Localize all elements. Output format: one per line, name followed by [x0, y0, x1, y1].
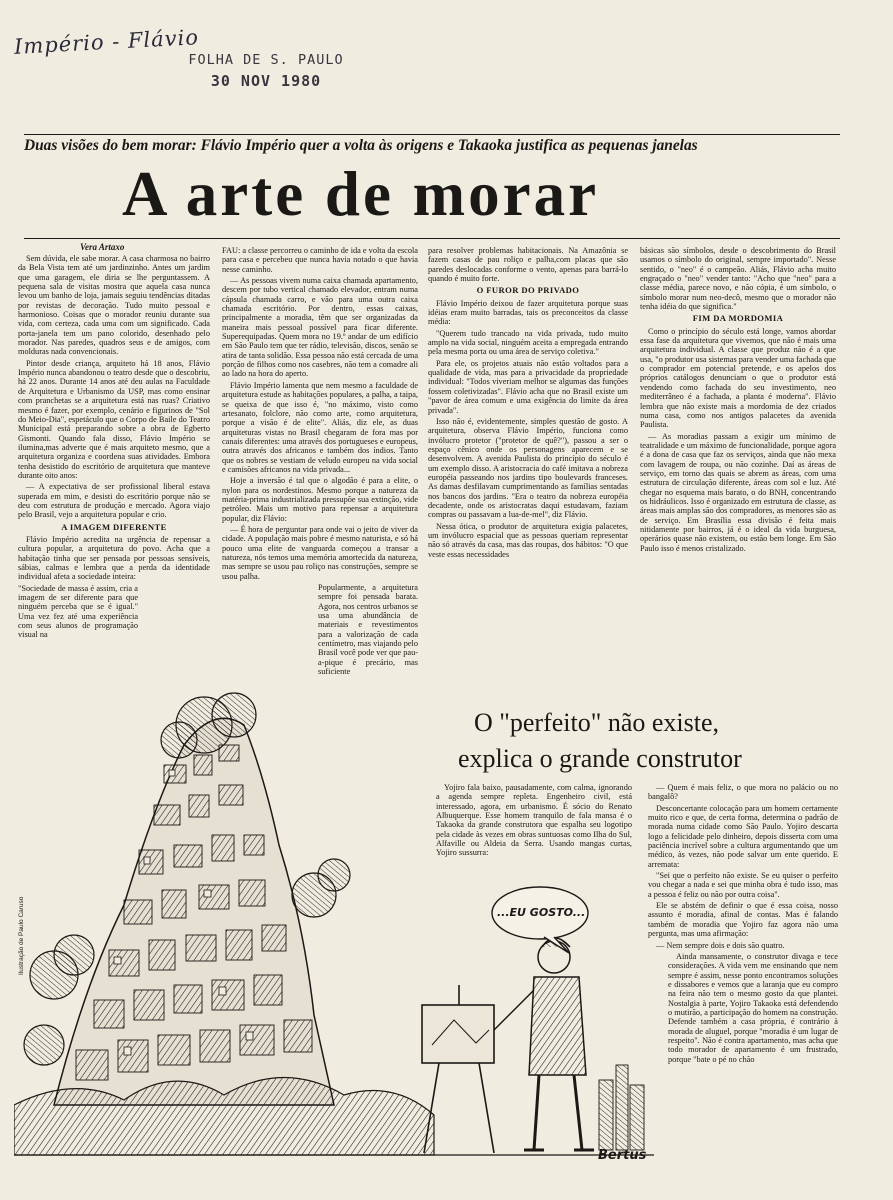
stamp-source: FOLHA DE S. PAULO	[188, 52, 344, 68]
section-heading: O FUROR DO PRIVADO	[476, 285, 580, 296]
paragraph: Hoje a inversão é tal que o algodão é para a elite, o nylon para os nordestinos. Mesmo porque a natureza da matéria-prima industrializada pressupõe sua extinção, vide petróleo. Mais um motivo para repensar a arquitetura popular, diz Flávio:	[222, 476, 418, 523]
pull-quote: "Sei que o perfeito não existe. Se eu quiser o perfeito vou chegar a nada e sei que minha obra é tudo isso, mas a pessoa é feliz ou não por outra coisa".	[648, 871, 838, 899]
article-deck: Duas visões do bem morar: Flávio Império quer a volta às origens e Takaoka justifica as pequenas janelas	[24, 137, 698, 154]
column-4	[640, 246, 836, 721]
paragraph: Ele se abstém de definir o que é essa coisa, nosso assunto é moradia, afinal de contas. Mas é falando também de moradia que Yojiro faz agora não uma pergunta, mas uma afirmação:	[648, 901, 838, 939]
section-heading: A IMAGEM DIFERENTE	[61, 521, 167, 532]
paragraph: FAU: a classe percorreu o caminho de ida e volta da escola para casa e percebeu que nunca havia notado o que havia nesse caminho.	[222, 246, 418, 274]
paragraph: Sem dúvida, ele sabe morar. A casa charmosa no bairro da Bela Vista tem até um jardinzinho. Antes um jardim que uma garagem, ele diria se lhe perguntassem. A pequena sala de visitas mostra que aquela casa nunca levou um banho de loja, jamais seguiu tendências ditadas por revistas de decoração. Tudo muito pessoal e harmonioso. Coisas que o morador reuniu durante sua vida, com certeza, cada uma com um significado. Cada porta-janela tem um pano colorido, desenhado pelo morador. Nas paredes, quadros seus e de amigos, com molduras nada convencionais.	[18, 254, 210, 357]
paragraph: — As moradias passam a exigir um mínimo de teatralidade e um máximo de funcionalidade, porque agora é a dona de casa que faz os serviços, ainda que não mexa com lavagem de roupa, ou não cozinhe. Daí as áreas de serviço, em torno das quais se abrem as áreas, com uma estrutura de circulação diferente, áreas com sol e luz. Até chegar no esquema mais barato, o do BNH, concentrando os hidráulicos. Isso é organizado em estrutura de classe, as áreas mais amplas são dos compradores, as menores são as de serviço. Em Brasília essa divisão é feita mais nitidamente por bairros, já é o ideal da vida burguesa, operários quase não existem, ou estão bem longe. Em São Paulo isso é menos cristalizado.	[640, 431, 836, 553]
top-rule	[24, 134, 840, 135]
paragraph: Flávio Império deixou de fazer arquitetura porque suas idéias eram muito barradas, tais os preconceitos da classe média:	[428, 298, 628, 327]
sub-headline-line-1: O "perfeito" não existe,	[474, 708, 720, 737]
paragraph: Pintor desde criança, arquiteto há 18 anos, Flávio Império nunca abandonou o teatro desde que o descobriu, há 22 anos. Durante 14 anos até deu aulas na Faculdade de Arquitetura e Urbanismo da USP, mas como ensinar com pranchetas se a arquitetura está nas ruas? Criativo mesmo é fazer, por exemplo, cenário e figurinos de "Sol do Meio-Dia", espetáculo que o Corpo de Baile do Teatro Municipal está preparando sobre a obra de Egberto Gismonti. Quando fala disso, Flávio Império se ilumina,mas adverte que é mais arquiteto mesmo, que a arquitetura organiza e coordena suas atividades. Embora tenha desistido do escritório de arquitetura que manteve durante oito anos:	[18, 358, 210, 480]
painter-figure	[494, 938, 594, 1150]
handwritten-note: Império - Flávio	[13, 25, 200, 59]
paragraph: Ainda mansamente, o construtor divaga e tece considerações. A vida vem me ensinando que nem sempre é assim, nesse ponto encontramos soluções e dissabores e vemos que a laranja que eu compro na feira não tem o mesmo gosto da que plantei. Nostalgia à parte, Yojiro Takaoka está defendendo o mutirão, a participação do homem na construção. Defende também a casa própria, é contrário à morada de aluguel, porque "moradia é um lugar de respeito". Não é contra apartamento, mas acha que todo morador de apartamento é um frustrado, porque "bate o pé no chão	[668, 951, 838, 1064]
illustration-credit: Ilustração de Paulo Caruso	[18, 896, 25, 975]
byline: Vera Artaxo	[80, 242, 125, 252]
artist-signature: Bertus	[598, 1148, 647, 1163]
pull-quote: "Querem tudo trancado na vida privada, tudo muito amplo na vida social, ninguém aceita a empregada entrando pela mesma porta ou uma área de serviço coletiva."	[428, 328, 628, 357]
paragraph: Para ele, os projetos atuais não estão voltados para a qualidade de vida, mas para a privacidade da propriedade individual: "Todos viveriam melhor se algumas das funções fossem coletivizadas". Flávio acha que no Brasil existe um "pavor de área comum e uma exigência do limite da área privada".	[428, 358, 628, 415]
paragraph: Isso não é, evidentemente, simples questão de gosto. A arquitetura, observa Flávio Império, funciona como invólucro protetor ("protetor de quê?"), passou a ser o espaço cênico onde os personagens aparecem e se desenvolvem. A avenida Paulista do princípio do século é um exemplo disso. A aristocracia do café imitava a nobreza européia passeando nos jardins tipo boulevards franceses. As damas desfilavam cumprimentando as famílias sentadas nos bancos dos jardins. "Era o teatro da nobreza européia decadente, onde os aristocratas daqui estudavam, faziam compras ou passavam a lua-de-mel", diz Flávio.	[428, 416, 628, 520]
headline-rule	[24, 238, 840, 239]
paragraph: Flávio Império lamenta que nem mesmo a faculdade de arquitetura estude as habitações populares, a palha, a taipa, se queixa de que isso é, "no máximo, visto como artesanato, folclore, não como arte, como arquitetura, porque a visão é de elite". Aliás, diz ele, as duas arquiteturas vistas no Brasil chegaram de fora mas por canais diferentes: uma através dos portugueses e europeus, outra através dos africanos e também dos índios. Tanto que os nobres se vestiam de veludo europeu na vida social e camisões africanos na vida privada...	[222, 380, 418, 474]
paragraph: Popularmente, a arquitetura sempre foi pensada barata. Agora, nos centros urbanos se usa uma abundância de materiais e revestimentos para a valorização de cada centímetro, mas viajando pelo Brasil você pode ver que pau-a-pique é precário, mas suficiente	[318, 583, 418, 677]
speech-text: ...EU GOSTO...	[497, 906, 586, 919]
column-3	[428, 246, 628, 696]
paragraph: Yojiro fala baixo, pausadamente, com calma, ignorando a agenda sempre repleta. Engenheiro civil, está interessado, agora, em urbanismo. É sócio do Renato Albuquerque. Esse homem tranquilo de fala mansa é o Takaoka da grande construtora que espalha seu logotipo pela cidade às vezes em obras suntuosas como Ilha do Sul, Alfaville ou Aldeia da Serra. Usando mangas curtas, Yojiro sussurra:	[436, 783, 632, 858]
favela-illustration	[14, 685, 654, 1190]
paragraph: — Quem é mais feliz, o que mora no palácio ou no bangalô?	[648, 783, 838, 802]
hill-shacks	[54, 718, 334, 1105]
paragraph: Nessa ótica, o produtor de arquitetura exigia palacetes, um invólucro espacial que as pessoas queriam representar não só através da casa, mas das roupas, dos hábitos: "O que veste essas necessidades	[428, 521, 628, 559]
paragraph: — A expectativa de ser profissional liberal estava superada em mim, e desisti do escritório porque não se deu com estrutura de produção e mercado. Agora viajo pelo Brasil, vejo a arquitetura popular e crio.	[18, 482, 210, 520]
paragraph: Como o princípio do século está longe, vamos abordar essa fase da arquitetura que vivemos, que não é mais uma arquitetura individual. A classe que produz não é a que usa, "o produtor usa sistemas para vender uma fachada que o comprador em potencial pretende, e os apelos dos próprios catálogos denunciam o que o produtor está vendendo como fachada do seu investimento, neo mediterrâneo é a fachada, a planta é moderna". Flávio lembra que não existe mais a mordomia de dez criados numa casa, como nos antigos palacetes da avenida Paulista.	[640, 326, 836, 430]
section-heading: FIM DA MORDOMIA	[692, 313, 784, 324]
paragraph: para resolver problemas habitacionais. Na Amazônia se fazem casas de pau roliço e palha,com placas que são paredes deslocadas conforme o vento, apenas para barrá-lo quando é muito forte.	[428, 246, 628, 284]
stamp-date: 30 NOV 1980	[210, 72, 322, 90]
newspaper-stamp	[186, 52, 346, 90]
paragraph: — Nem sempre dois e dois são quatro.	[656, 940, 785, 950]
paragraph: Desconcertante colocação para um homem certamente muito rico e que, de certa forma, determina o padrão de morada numa cidade como São Paulo. Yojiro descarta logo a felicidade pelo dinheiro, depois disserta com uma paciência incrível sobre a cultura argumentando que um médico, às vezes, não pode salvar um ente querido. E arremata:	[648, 803, 838, 869]
sub-column-b	[648, 783, 838, 1195]
paragraph: Flávio Império acredita na urgência de repensar a cultura popular, a arquitetura do povo. Acha que a habitação tinha que ser pensada por pessoas sensíveis, sábias, calmas e lembra que a perda da identidade individual afeta a sociedade inteira:	[18, 534, 210, 582]
paragraph: — É hora de perguntar para onde vai o jeito de viver da cidade. A população mais pobre é mesmo naturista, e só há pouco uma elite de vanguarda começou a transar a natureza, nós temos uma memória amortecida da natureza, mas sempre se usou pau roliço nas construções, sempre se usou palha.	[222, 524, 418, 581]
pull-quote: "Sociedade de massa é assim, cria a imagem de ser diferente para que ninguém perceba que se é igual." Uma vez fez até uma experiência com seus alunos de programação visual na	[18, 583, 138, 640]
sub-headline-line-2: explica o grande construtor	[458, 744, 742, 773]
paragraph: básicas são símbolos, desde o descobrimento do Brasil usamos o símbolo do original, sempre importado". Nesse sentido, o "neo" é o campeão. Aliás, Flávio acha muito engraçado o "neo" vender tanto: "Acho que "neo" para a classe média, parece novo, e não cópia, é um símbolo, o símbolo morar num neo-decô, mesmo que o morador não tenha idéia do que significa."	[640, 246, 836, 312]
paragraph: — As pessoas vivem numa caixa chamada apartamento, descem por tubo vertical chamado elevador, entram numa cápsula chamada carro, e vão para uma outra caixa chamada escritório. Por dentro, essas caixas, principalmente a moradia, têm que ser organizadas da maneira mais pessoal possível para ficar diferente. Superequipadas. Quem mora no 19.º andar de um edifício em São Paulo tem que ter rádio, televisão, discos, senão se atira de tanta solidão. Essa pessoa não está cercada de uma porção de filhos como nos casebres, não tem a comadre ali ao lado na hora do aperto.	[222, 276, 418, 379]
article-headline: A arte de morar	[122, 159, 600, 229]
city-skyline	[599, 1065, 644, 1150]
